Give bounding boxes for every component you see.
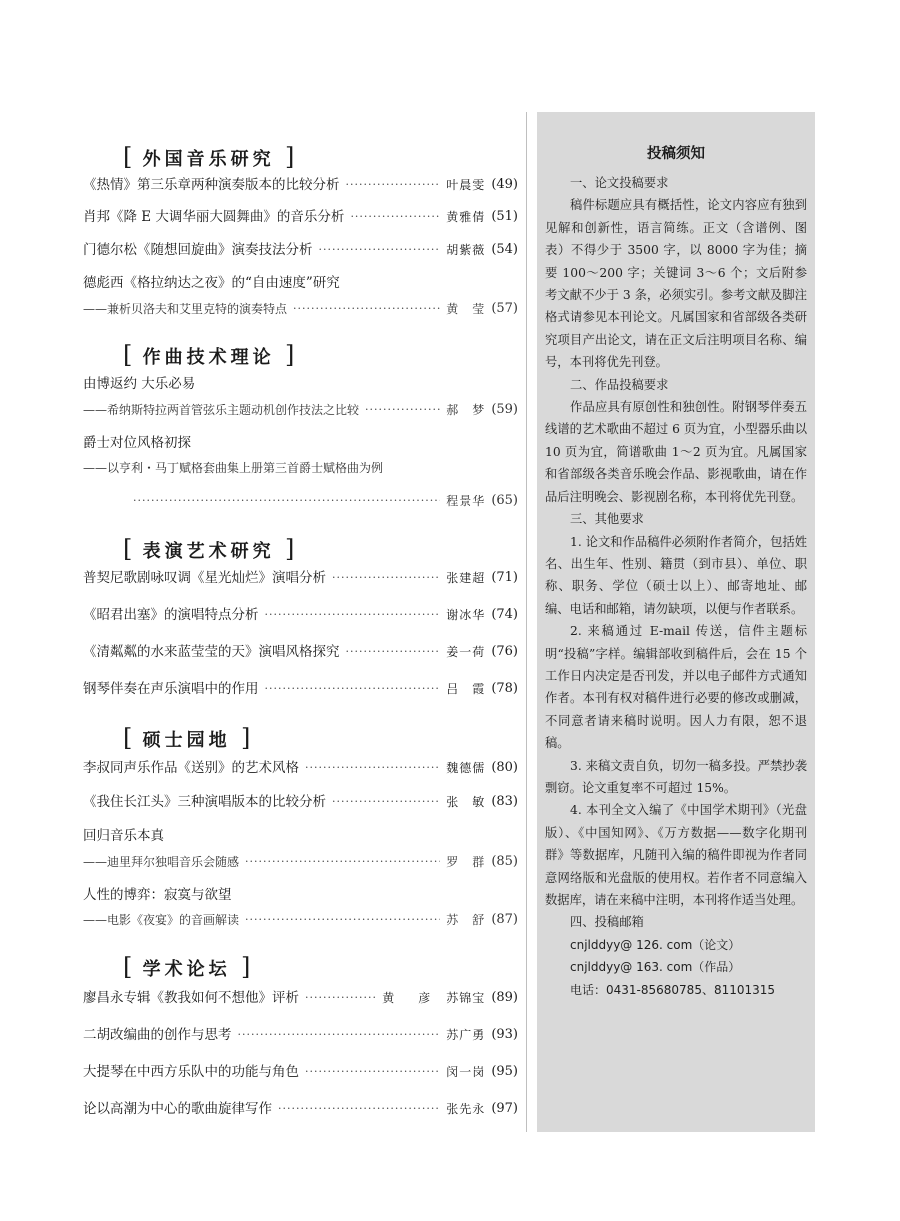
phone-number: 电话：0431-85680785、81101315 [570, 982, 776, 997]
section-heading: [ 表演艺术研究 ] [123, 535, 295, 563]
toc-entry[interactable]: 《清粼粼的水来蓝莹莹的天》演唱风格探究 ····· 姜一荷 (76) [83, 641, 518, 663]
notice-heading: 三、其他要求 [570, 512, 644, 527]
toc-entry[interactable]: 门德尔松《随想回旋曲》演奏技法分析 ····· 胡紫薇 (54) [83, 239, 518, 261]
email-paper[interactable]: cnjlddyy@ 126. com（论文） [570, 937, 741, 952]
notice-paragraph: 作品应具有原创性和独创性。附钢琴伴奏五线谱的艺术歌曲不超过 6 页为宜，小型器乐曲以 10 页为宜，简谱歌曲 1～2 页为宜。凡属国家和省部级各类音乐晚会作品、影视歌曲，请在作品后注明晚会、影视剧名称，本刊将优先刊登。 [545, 400, 807, 504]
toc-entry[interactable]: 肖邦《降 E 大调华丽大圆舞曲》的音乐分析 ····· 黄雅倩 (51) [83, 206, 518, 228]
submission-notice-panel [537, 112, 815, 1132]
notice-heading: 四、投稿邮箱 [570, 915, 644, 930]
toc-entry-leader: ····· 程景华 (65) [83, 490, 518, 512]
toc-entry[interactable]: 大提琴在中西方乐队中的功能与角色 ····· 闵一岗 (95) [83, 1061, 518, 1083]
section-heading: [ 作曲技术理论 ] [123, 341, 295, 369]
email-works[interactable]: cnjlddyy@ 163. com（作品） [570, 960, 741, 975]
notice-title: 投稿须知 [647, 146, 705, 162]
column-divider [526, 112, 527, 1132]
toc-entry[interactable]: 钢琴伴奏在声乐演唱中的作用 ····· 吕 霞 (78) [83, 678, 518, 700]
toc-entry[interactable]: 二胡改编曲的创作与思考 ····· 苏广勇 (93) [83, 1024, 518, 1046]
notice-paragraph: 稿件标题应具有概括性，论文内容应有独到见解和创新性，语言简练。正文（含谱例、图表）不得少于 3500 字，以 8000 字为佳；摘要 100～200 字；关键词 3～6 个；文后附参考文献不少于 3 条，必须实引。参考文献及脚注格式请参见本刊论文。凡属国家和省部级各类研究项目产出论文，请在正文后注明项目名称、编号，本刊将优先刊登。 [545, 198, 807, 370]
toc-entry-title[interactable]: 回归音乐本真 [83, 828, 164, 844]
section-heading: [ 外国音乐研究 ] [123, 143, 295, 171]
notice-heading: 二、作品投稿要求 [570, 377, 669, 392]
toc-entry-subtitle: ——以亨利・马丁赋格套曲集上册第三首爵士赋格曲为例 [83, 461, 384, 475]
notice-paragraph: 2. 来稿通过 E-mail 传送，信件主题标明“投稿”字样。编辑部收到稿件后，会在 15 个工作日内决定是否刊发，并以电子邮件方式通知作者。本刊有权对稿件进行必要的修改或删减，不同意者请来稿时说明。因人力有限，恕不退稿。 [545, 624, 807, 751]
toc-entry-subtitle: ——电影《夜宴》的音画解读 ····· 苏 舒 (87) [83, 909, 518, 931]
toc-entry[interactable]: 普契尼歌剧咏叹调《星光灿烂》演唱分析 ····· 张建超 (71) [83, 567, 518, 589]
section-heading: [ 硕士园地 ] [123, 724, 251, 752]
notice-paragraph: 4. 本刊全文入编了《中国学术期刊》（光盘版）、《中国知网》、《万方数据——数字化期刊群》等数据库，凡随刊入编的稿件即视为作者同意网络版和光盘版的使用权。若作者不同意编入数据库，请在来稿中注明，本刊将作适当处理。 [545, 803, 807, 907]
notice-paragraph: 3. 来稿文责自负，切勿一稿多投。严禁抄袭剽窃。论文重复率不可超过 15%。 [545, 758, 807, 795]
toc-entry-subtitle: ——希纳斯特拉两首管弦乐主题动机创作技法之比较 ····· 郝 梦 (59) [83, 399, 518, 421]
toc-entry[interactable]: 廖昌永专辑《教我如何不想他》评析 ····· 黄 彦 苏锦宝 (89) [83, 987, 518, 1009]
toc-entry-title[interactable]: 由博返约 大乐必易 [83, 376, 196, 392]
toc-entry[interactable]: 《昭君出塞》的演唱特点分析 ····· 谢冰华 (74) [83, 604, 518, 626]
toc-entry[interactable]: 李叔同声乐作品《送别》的艺术风格 ····· 魏德儒 (80) [83, 757, 518, 779]
toc-entry-title[interactable]: 人性的博弈：寂寞与欲望 [83, 887, 232, 903]
notice-body [545, 172, 807, 1001]
notice-paragraph: 1. 论文和作品稿件必须附作者简介，包括姓名、出生年、性别、籍贯（到市县）、单位、职称、职务、学位（硕士以上）、邮寄地址、邮编、电话和邮箱，请勿缺项，以便与作者联系。 [545, 534, 807, 616]
toc-entry-subtitle: ——兼析贝洛夫和艾里克特的演奏特点 ····· 黄 莹 (57) [83, 298, 518, 320]
toc-entry-title[interactable]: 德彪西《格拉纳达之夜》的“自由速度”研究 [83, 275, 340, 291]
toc-entry[interactable]: 《热情》第三乐章两种演奏版本的比较分析 ····· 叶晨雯 (49) [83, 174, 518, 196]
toc-entry[interactable]: 论以高潮为中心的歌曲旋律写作 ····· 张先永 (97) [83, 1098, 518, 1120]
toc-entry-title[interactable]: 爵士对位风格初探 [83, 435, 191, 451]
toc-entry[interactable]: 《我住长江头》三种演唱版本的比较分析 ····· 张 敏 (83) [83, 791, 518, 813]
toc-entry-subtitle: ——迪里拜尔独唱音乐会随感 ····· 罗 群 (85) [83, 851, 518, 873]
section-heading: [ 学术论坛 ] [123, 953, 251, 981]
notice-heading: 一、论文投稿要求 [570, 176, 669, 190]
